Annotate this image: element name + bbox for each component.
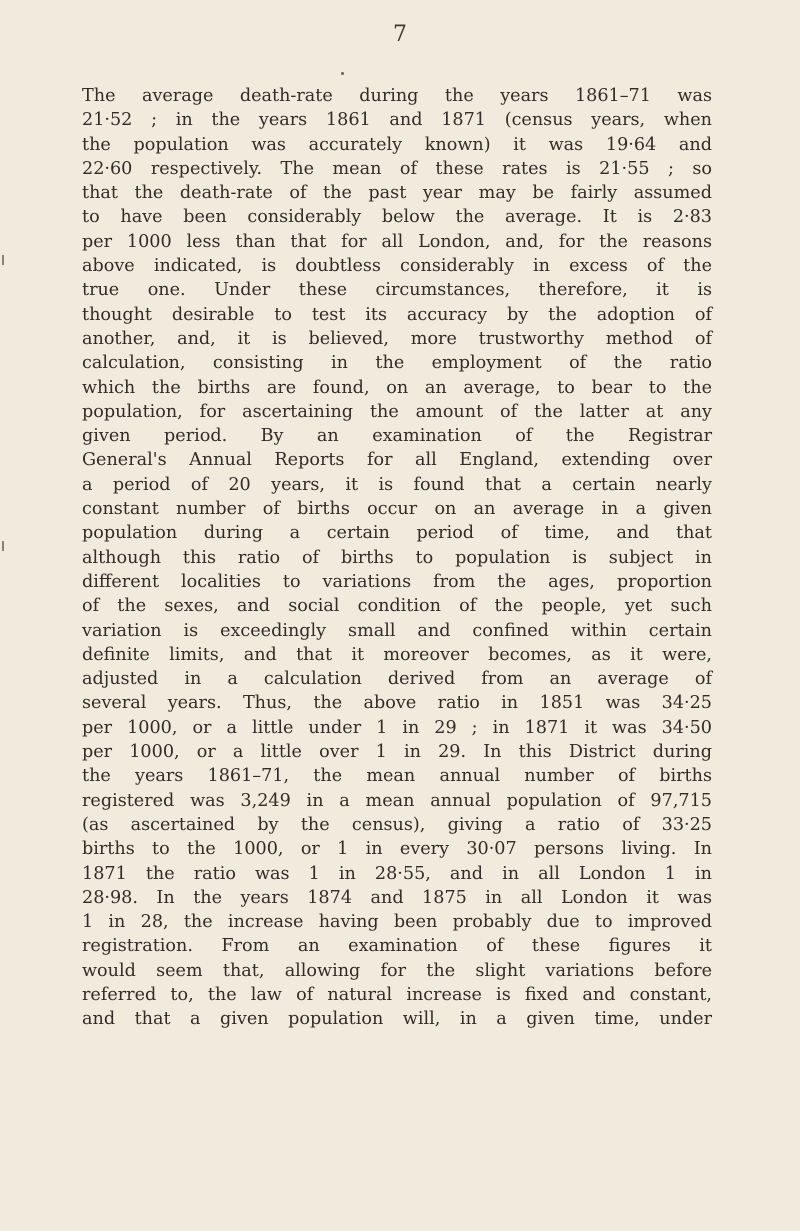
text-line: per 1000 less than that for all London, and, for the reasons xyxy=(82,231,712,252)
text-line: per 1000, or a little over 1 in 29. In this District during xyxy=(82,742,712,763)
text-line: births to the 1000, or 1 in every 30·07 persons living. In xyxy=(82,839,712,860)
text-line: above indicated, is doubtless considerably in excess of the xyxy=(82,256,712,277)
body-paragraph xyxy=(82,84,712,1032)
ink-speck xyxy=(341,72,344,75)
text-line: 22·60 respectively. The mean of these rates is 21·55 ; so xyxy=(82,158,712,179)
text-line: true one. Under these circumstances, therefore, it is xyxy=(82,280,712,301)
text-line: registration. From an examination of these figures it xyxy=(82,936,712,957)
text-line: (as ascertained by the census), giving a ratio of 33·25 xyxy=(82,814,712,835)
text-line: General's Annual Reports for all England, extending over xyxy=(82,450,712,471)
text-line: population during a certain period of time, and that xyxy=(82,523,712,544)
text-line: definite limits, and that it moreover becomes, as it were, xyxy=(82,644,712,665)
page-number: 7 xyxy=(393,22,407,47)
text-line: and that a given population will, in a given time, under xyxy=(82,1009,712,1030)
text-line: adjusted in a calculation derived from an average of xyxy=(82,669,712,690)
text-line: 21·52 ; in the years 1861 and 1871 (census years, when xyxy=(82,110,712,131)
text-line: the population was accurately known) it was 19·64 and xyxy=(82,134,712,155)
text-line: given period. By an examination of the Registrar xyxy=(82,426,712,447)
text-line: 1 in 28, the increase having been probably due to improved xyxy=(82,912,712,933)
text-line: of the sexes, and social condition of the people, yet such xyxy=(82,596,712,617)
text-line: population, for ascertaining the amount of the latter at any xyxy=(82,401,712,422)
text-line: thought desirable to test its accuracy by the adoption of xyxy=(82,304,712,325)
text-line: to have been considerably below the average. It is 2·83 xyxy=(82,207,712,228)
text-line: the years 1861–71, the mean annual number of births xyxy=(82,766,712,787)
text-line: constant number of births occur on an average in a given xyxy=(82,499,712,520)
text-line: per 1000, or a little under 1 in 29 ; in 1871 it was 34·50 xyxy=(82,717,712,738)
margin-mark xyxy=(2,255,4,265)
text-line: registered was 3,249 in a mean annual population of 97,715 xyxy=(82,790,712,811)
text-line: The average death-rate during the years 1861–71 was xyxy=(82,86,712,106)
text-line: several years. Thus, the above ratio in 1851 was 34·25 xyxy=(82,693,712,714)
text-line: would seem that, allowing for the slight variations before xyxy=(82,960,712,981)
text-line: a period of 20 years, it is found that a certain nearly xyxy=(82,474,712,495)
text-line: calculation, consisting in the employment of the ratio xyxy=(82,353,712,374)
margin-mark xyxy=(2,541,4,551)
text-line: another, and, it is believed, more trustworthy method of xyxy=(82,328,712,349)
text-line: that the death-rate of the past year may be fairly assumed xyxy=(82,183,712,204)
text-line: 1871 the ratio was 1 in 28·55, and in all London 1 in xyxy=(82,863,712,884)
text-line: referred to, the law of natural increase is fixed and constant, xyxy=(82,984,712,1005)
text-line: variation is exceedingly small and confined within certain xyxy=(82,620,712,641)
text-line: 28·98. In the years 1874 and 1875 in all London it was xyxy=(82,887,712,908)
text-line: although this ratio of births to population is subject in xyxy=(82,547,712,568)
text-line: which the births are found, on an average, to bear to the xyxy=(82,377,712,398)
text-line: different localities to variations from the ages, proportion xyxy=(82,571,712,592)
